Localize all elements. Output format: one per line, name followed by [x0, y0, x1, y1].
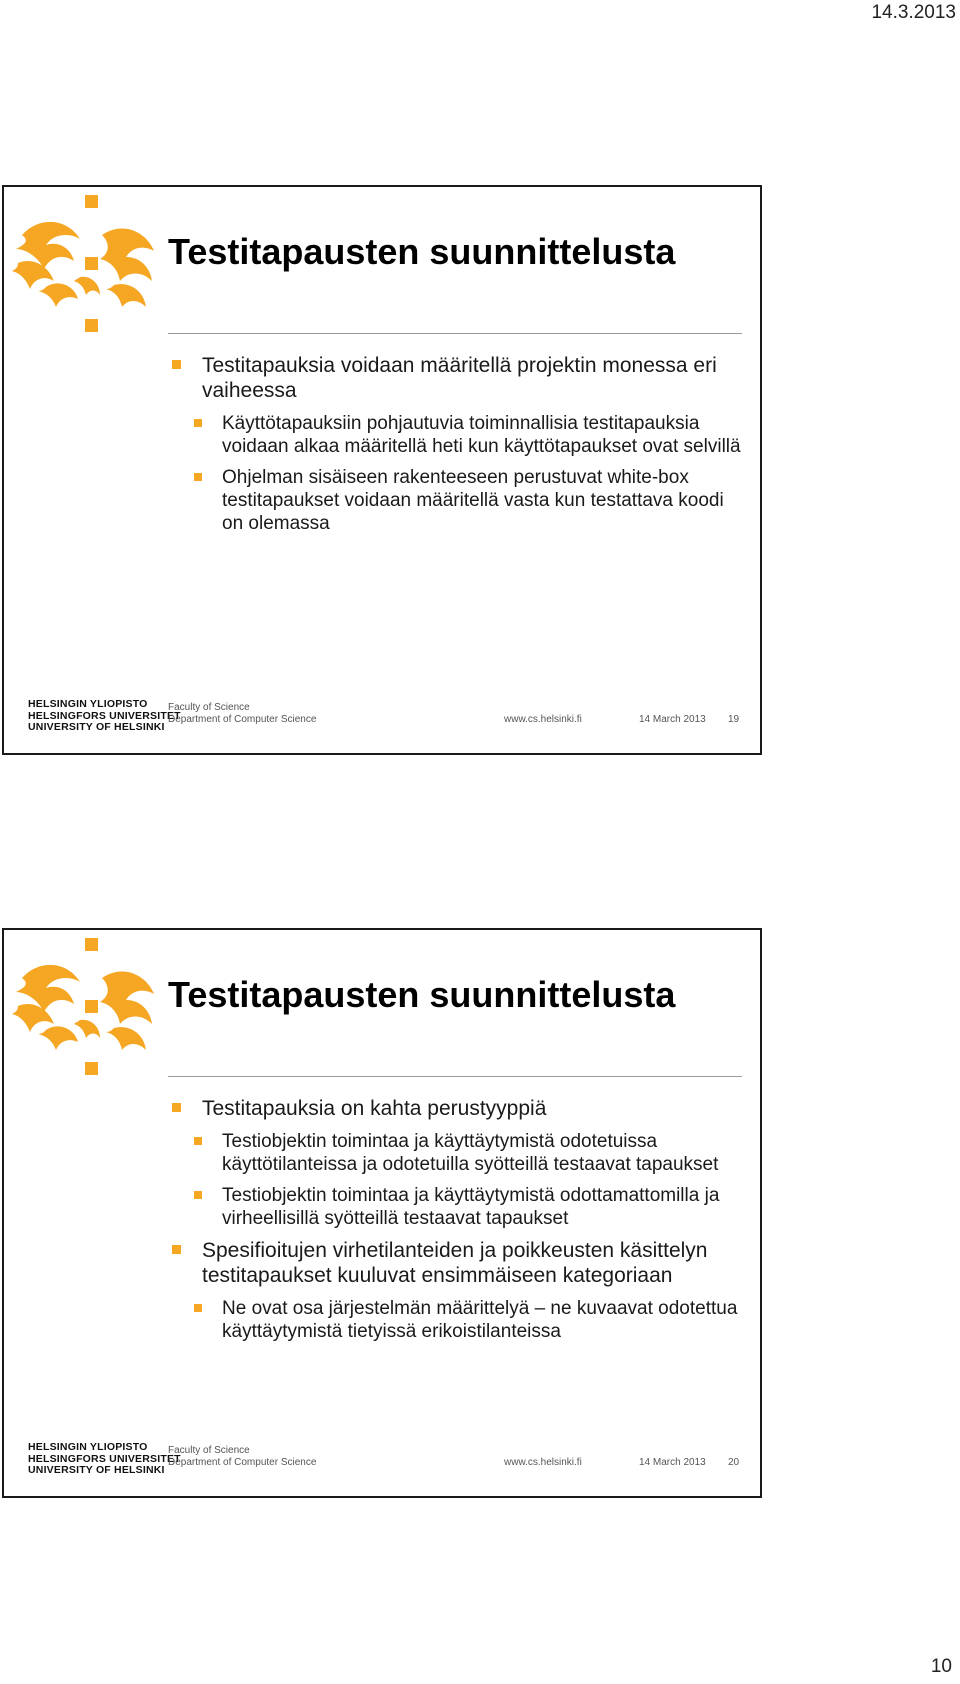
- square-bullet-icon: [194, 1137, 202, 1145]
- square-bullet-icon: [194, 419, 202, 427]
- sub-bullet-item: [168, 412, 748, 458]
- title-divider: [168, 333, 742, 334]
- slide-title: Testitapausten suunnittelusta: [168, 974, 676, 1015]
- square-bullet-icon: [194, 1191, 202, 1199]
- sub-bullet-item: [168, 1130, 748, 1176]
- bullet-text: Ohjelman sisäiseen rakenteeseen perustuvat white-box testitapaukset voidaan määritellä vasta kun testattava koodi on olemassa: [222, 467, 724, 534]
- title-divider: [168, 1076, 742, 1077]
- website-url: www.cs.helsinki.fi: [504, 1457, 582, 1468]
- helsinki-flame-logo-icon: [10, 191, 168, 341]
- bullet-text: Testitapauksia on kahta perustyyppiä: [202, 1097, 547, 1120]
- bullet-text: Käyttötapauksiin pohjautuvia toiminnallisia testitapauksia voidaan alkaa määritellä heti kun käyttötapaukset ovat selvillä: [222, 413, 741, 457]
- faculty-department: [168, 1445, 316, 1469]
- square-bullet-icon: [194, 1304, 202, 1312]
- slide-content: [168, 1096, 748, 1351]
- faculty-label: Faculty of Science: [168, 702, 250, 713]
- page-date: 14.3.2013: [871, 2, 956, 23]
- bullet-item: [168, 1096, 748, 1121]
- square-bullet-icon: [172, 1103, 181, 1112]
- university-name: HELSINGIN YLIOPISTO HELSINGFORS UNIVERSITET UNIVERSITY OF HELSINKI: [28, 698, 181, 733]
- sub-bullet-item: [168, 1297, 748, 1343]
- slide-number: 19: [728, 714, 740, 725]
- sub-bullet-item: [168, 466, 748, 535]
- bullet-text: Testiobjektin toimintaa ja käyttäytymistä odottamattomilla ja virheellisillä syötteillä testaavat tapaukset: [222, 1185, 720, 1229]
- slide-number: 20: [728, 1457, 740, 1468]
- square-bullet-icon: [194, 473, 202, 481]
- slide-footer: [4, 699, 764, 739]
- slide-title: Testitapausten suunnittelusta: [168, 231, 676, 272]
- square-bullet-icon: [172, 360, 181, 369]
- bullet-text: Ne ovat osa järjestelmän määrittelyä – ne kuvaavat odotettua käyttäytymistä tietyissä erikoistilanteissa: [222, 1298, 738, 1342]
- square-bullet-icon: [172, 1245, 181, 1254]
- slide-footer: [4, 1442, 764, 1482]
- bullet-item: [168, 353, 748, 403]
- university-name: HELSINGIN YLIOPISTO HELSINGFORS UNIVERSITET UNIVERSITY OF HELSINKI: [28, 1441, 181, 1476]
- sub-bullet-item: [168, 1184, 748, 1230]
- page-number: 10: [930, 1656, 952, 1677]
- bullet-text: Testiobjektin toimintaa ja käyttäytymistä odotetuissa käyttötilanteissa ja odotetuilla syötteillä testaavat tapaukset: [222, 1131, 719, 1175]
- bullet-text: Testitapauksia voidaan määritellä projektin monessa eri vaiheessa: [202, 354, 717, 402]
- website-url: www.cs.helsinki.fi: [504, 714, 582, 725]
- slide-20: [2, 928, 762, 1498]
- footer-date: 14 March 2013: [639, 1457, 706, 1468]
- slide-content: [168, 353, 748, 543]
- slide-19: [2, 185, 762, 755]
- faculty-department: [168, 702, 316, 726]
- faculty-label: Faculty of Science: [168, 1445, 250, 1456]
- footer-date: 14 March 2013: [639, 714, 706, 725]
- department-label: Department of Computer Science: [168, 714, 317, 725]
- department-label: Department of Computer Science: [168, 1457, 317, 1468]
- bullet-text: Spesifioitujen virhetilanteiden ja poikkeusten käsittelyn testitapaukset kuuluvat ensimmäiseen kategoriaan: [202, 1239, 708, 1287]
- helsinki-flame-logo-icon: [10, 934, 168, 1084]
- bullet-item: [168, 1238, 748, 1288]
